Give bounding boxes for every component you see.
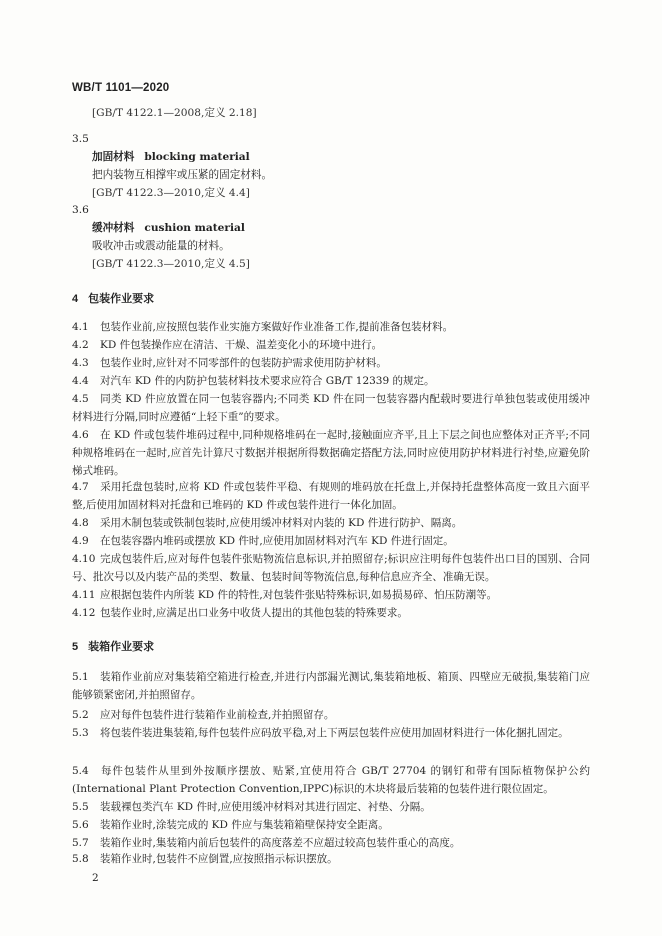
clause: 5.5 装载裸包类汽车 KD 件时,应使用缓冲材料对其进行固定、衬垫、分隔。 [72,801,431,813]
clause: 5.3 将包装件装进集装箱,每件包装件应码放平稳,对上下两层包装件应使用加固材料进行一体化捆扎固定。 [72,727,569,739]
definition-reference: [GB/T 4122.3—2010,定义 4.4] [92,187,250,199]
term-chinese: 缓冲材料 [92,222,135,234]
term-chinese: 加固材料 [92,151,135,163]
term-english: blocking material [144,151,250,163]
definition-reference: [GB/T 4122.1—2008,定义 2.18] [92,107,257,119]
clause: 4.4 对汽车 KD 件的内防护包装材料技术要求应符合 GB/T 12339 的规定。 [72,375,435,387]
clause: 4.8 采用木制包装或铁制包装时,应使用缓冲材料对内装的 KD 件进行防护、隔离。 [72,517,463,529]
clause: 5.8 装箱作业时,包装件不应倒置,应按照指示标识摆放。 [72,853,338,865]
section-number: 5 [72,641,79,653]
clause: 4.3 包装作业时,应针对不同零部件的包装防护需求使用防护材料。 [72,357,387,369]
clause: 4.5 同类 KD 件应放置在同一包装容器内;不同类 KD 件在同一包装容器内配载时要进行单独包装或使用缓冲材料进行分隔,同时应遵循“上轻下重”的要求。 [72,393,590,423]
standard-code: WB/T 1101—2020 [72,82,170,94]
section-heading [72,292,154,306]
section-heading [72,640,154,654]
definition-term [92,221,245,235]
clause: 4.10 完成包装件后,应对每件包装件张贴物流信息标识,并拍照留存;标识应注明每件包装件出口目的国别、合同号、批次号以及内装产品的类型、数量、包装时间等物流信息,每种信息应齐全、准确无误。 [72,553,590,583]
clause: 5.6 装箱作业时,涂装完成的 KD 件应与集装箱箱壁保持安全距离。 [72,819,389,831]
definition-text: 把内装物互相撑牢或压紧的固定材料。 [92,169,273,181]
clause: 5.4 每件包装件从里到外按顺序摆放、贴紧,宜使用符合 GB/T 27704 的钢钉和带有国际植物保护公约(International Plant Protection Convention,IPPC)标识的木块将最后装箱的包装件进行限位固定。 [72,765,590,795]
section-title: 装箱作业要求 [88,641,155,653]
clause: 4.6 在 KD 件或包装件堆码过程中,同种规格堆码在一起时,接触面应齐平,且上下层之间也应整体对正齐平;不同种规格堆码在一起时,应首先计算尺寸数据并根据所得数据确定搭配方法,同时应使用防护材料进行衬垫,应避免阶梯式堆码。 [72,429,590,477]
clause: 5.7 装箱作业时,集装箱内前后包装件的高度落差不应超过较高包装件重心的高度。 [72,837,461,849]
clause: 4.11 应根据包装件内所装 KD 件的特性,对包装件张贴特殊标识,如易损易碎、怕压防潮等。 [72,589,498,601]
clause: 4.12 包装作业时,应满足出口业务中收货人提出的其他包装的特殊要求。 [72,607,408,619]
clause: 5.2 应对每件包装件进行装箱作业前检查,并拍照留存。 [72,709,335,721]
definition-reference: [GB/T 4122.3—2010,定义 4.5] [92,258,250,270]
clause: 4.1 包装作业前,应按照包装作业实施方案做好作业准备工作,提前准备包装材料。 [72,321,454,333]
definition-term [92,150,250,164]
definition-text: 吸收冲击或震动能量的材料。 [92,240,230,252]
term-english: cushion material [144,222,245,234]
clause: 4.7 采用托盘包装时,应将 KD 件或包装件平稳、有规则的堆码放在托盘上,并保持托盘整体高度一致且六面平整,后使用加固材料对托盘和已堆码的 KD 件或包装件进行一体化加固。 [72,481,590,511]
section-number: 4 [72,293,79,305]
clause: 4.9 在包装容器内堆码或摆放 KD 件时,应使用加固材料对汽车 KD 件进行固定。 [72,535,454,547]
page-number: 2 [92,872,99,884]
definition-number: 3.5 [72,133,89,145]
definition-number: 3.6 [72,204,89,216]
clause: 4.2 KD 件包装操作应在清洁、干燥、温差变化小的环境中进行。 [72,339,383,351]
clause: 5.1 装箱作业前应对集装箱空箱进行检查,并进行内部漏光测试,集装箱地板、箱顶、四壁应无破损,集装箱门应能够锁紧密闭,并拍照留存。 [72,671,590,701]
section-title: 包装作业要求 [88,293,155,305]
